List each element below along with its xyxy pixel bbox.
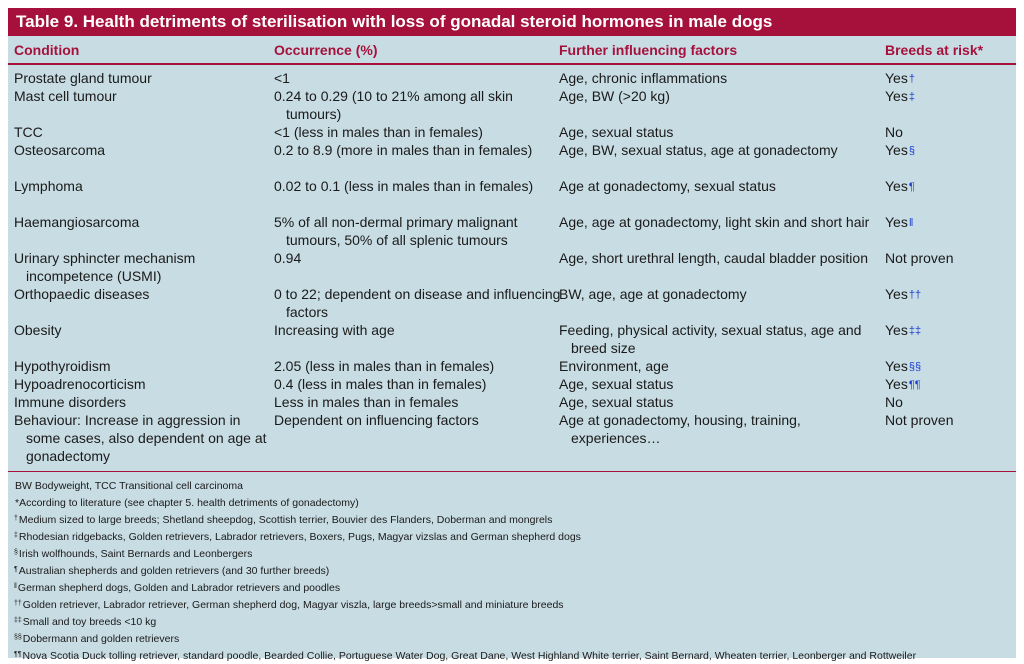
- cell-condition: Obesity: [14, 322, 62, 338]
- cell-occurrence: 2.05 (less in males than in females): [274, 358, 495, 374]
- table-body: [8, 65, 1016, 465]
- table-row: [8, 411, 1016, 465]
- footnote-mark: ‡: [908, 91, 915, 103]
- header-condition: Condition: [14, 42, 80, 58]
- footnote: ‡Rhodesian ridgebacks, Golden retrievers, Labrador retrievers, Boxers, Pugs, Magyar vizslas and German shepherd dogs: [14, 531, 581, 543]
- cell-breeds: Yes§§: [885, 358, 922, 374]
- cell-breeds: Not proven: [885, 412, 954, 428]
- cell-factors: Age, sexual status: [559, 124, 674, 140]
- cell-occurrence: 0.4 (less in males than in females): [274, 376, 487, 392]
- footnote-mark: ¶¶: [908, 379, 921, 391]
- cell-condition: Behaviour: Increase in aggression in some cases, also dependent on age at gonadectomy: [14, 412, 267, 464]
- table-row: [8, 375, 1016, 393]
- table-panel: [8, 8, 1016, 662]
- cell-breeds: Yes¶¶: [885, 376, 921, 392]
- footnote-mark: §§: [908, 361, 922, 373]
- table-row: [8, 69, 1016, 87]
- cell-factors: Age, BW, sexual status, age at gonadectomy: [559, 142, 838, 158]
- cell-condition: Lymphoma: [14, 178, 83, 194]
- footnote: ¶Australian shepherds and golden retrievers (and 30 further breeds): [14, 565, 330, 577]
- footnote-mark: ‡‡: [908, 325, 922, 337]
- cell-breeds: No: [885, 124, 903, 140]
- footnote: ¶¶Nova Scotia Duck tolling retriever, standard poodle, Bearded Collie, Portuguese Water Dog, Great Dane, West Highland White terrier, Saint Bernard, Wheaten terrier, Leonberger and Rottweiler: [14, 650, 917, 662]
- cell-factors: BW, age, age at gonadectomy: [559, 286, 747, 302]
- table-row: [8, 285, 1016, 321]
- cell-factors: Age, sexual status: [559, 394, 674, 410]
- cell-factors: Age, chronic inflammations: [559, 70, 728, 86]
- cell-condition: Hypothyroidism: [14, 358, 111, 374]
- cell-breeds: Yes††: [885, 286, 922, 302]
- footnote-mark: ††: [908, 289, 922, 301]
- table-row: [8, 87, 1016, 123]
- header-occurrence: Occurrence (%): [274, 42, 378, 58]
- cell-breeds: Yes¶: [885, 178, 915, 194]
- cell-factors: Age, sexual status: [559, 376, 674, 392]
- cell-factors: Age at gonadectomy, sexual status: [559, 178, 776, 194]
- cell-factors: Age at gonadectomy, housing, training, experiences…: [559, 412, 801, 446]
- cell-breeds: No: [885, 394, 903, 410]
- cell-condition: Mast cell tumour: [14, 88, 117, 104]
- cell-condition: Orthopaedic diseases: [14, 286, 150, 302]
- cell-condition: Osteosarcoma: [14, 142, 106, 158]
- footnote: ‡‡Small and toy breeds <10 kg: [14, 616, 157, 628]
- footnote: ††Golden retriever, Labrador retriever, German shepherd dog, Magyar viszla, large breeds>small and miniature breeds: [14, 599, 564, 611]
- cell-occurrence: <1: [274, 70, 290, 86]
- footnote: BW Bodyweight, TCC Transitional cell carcinoma: [15, 480, 243, 492]
- table-row: [8, 393, 1016, 411]
- footnotes: [14, 477, 1004, 664]
- cell-occurrence: <1 (less in males than in females): [274, 124, 483, 140]
- footnote: §Irish wolfhounds, Saint Bernards and Leonbergers: [14, 548, 253, 560]
- cell-condition: Haemangiosarcoma: [14, 214, 140, 230]
- footnote: *According to literature (see chapter 5. health detriments of gonadectomy): [15, 497, 359, 509]
- cell-occurrence: 0.2 to 8.9 (more in males than in females): [274, 142, 533, 158]
- table-row: [8, 123, 1016, 141]
- cell-occurrence: 0.94: [274, 250, 302, 266]
- cell-occurrence: Less in males than in females: [274, 394, 459, 410]
- cell-occurrence: 0 to 22; dependent on disease and influencing factors: [274, 286, 561, 320]
- table-header-row: [8, 36, 1016, 65]
- cell-breeds: Yes‖: [885, 214, 914, 230]
- table-title: Table 9. Health detriments of sterilisation with loss of gonadal steroid hormones in male dogs: [8, 8, 1016, 36]
- footnote-mark: †: [908, 73, 915, 85]
- cell-breeds: Yes†: [885, 70, 915, 86]
- table-row: [8, 177, 1016, 213]
- cell-occurrence: 0.24 to 0.29 (10 to 21% among all skin tumours): [274, 88, 513, 122]
- cell-condition: Immune disorders: [14, 394, 127, 410]
- footnote-mark: ‖: [908, 217, 914, 229]
- footnote: †Medium sized to large breeds; Shetland sheepdog, Scottish terrier, Bouvier des Flanders, Doberman and mongrels: [14, 514, 553, 526]
- cell-breeds: Yes‡: [885, 88, 915, 104]
- cell-occurrence: Increasing with age: [274, 322, 395, 338]
- cell-breeds: Yes§: [885, 142, 915, 158]
- footer-divider: [8, 471, 1016, 472]
- footnote-mark: §: [908, 145, 915, 157]
- table-row: [8, 321, 1016, 357]
- header-factors: Further influencing factors: [559, 42, 738, 58]
- cell-condition: Prostate gland tumour: [14, 70, 152, 86]
- cell-breeds: Yes‡‡: [885, 322, 922, 338]
- cell-occurrence: 0.02 to 0.1 (less in males than in females): [274, 178, 534, 194]
- footnote: ‖German shepherd dogs, Golden and Labrador retrievers and poodles: [14, 582, 341, 594]
- header-breeds: Breeds at risk*: [885, 42, 984, 58]
- table-row: [8, 213, 1016, 249]
- table-row: [8, 357, 1016, 375]
- cell-factors: Feeding, physical activity, sexual status, age and breed size: [559, 322, 862, 356]
- table-row: [8, 141, 1016, 177]
- cell-factors: Age, BW (>20 kg): [559, 88, 670, 104]
- cell-factors: Age, short urethral length, caudal bladder position: [559, 250, 868, 266]
- cell-condition: TCC: [14, 124, 43, 140]
- cell-occurrence: 5% of all non-dermal primary malignant tumours, 50% of all splenic tumours: [274, 214, 518, 248]
- footnote-mark: ¶: [908, 181, 915, 193]
- table-row: [8, 249, 1016, 285]
- cell-occurrence: Dependent on influencing factors: [274, 412, 479, 428]
- cell-breeds: Not proven: [885, 250, 954, 266]
- cell-condition: Urinary sphincter mechanism incompetence (USMI): [14, 250, 196, 284]
- cell-condition: Hypoadrenocorticism: [14, 376, 146, 392]
- footnote: §§Dobermann and golden retrievers: [14, 633, 180, 645]
- cell-factors: Age, age at gonadectomy, light skin and short hair: [559, 214, 870, 230]
- cell-factors: Environment, age: [559, 358, 669, 374]
